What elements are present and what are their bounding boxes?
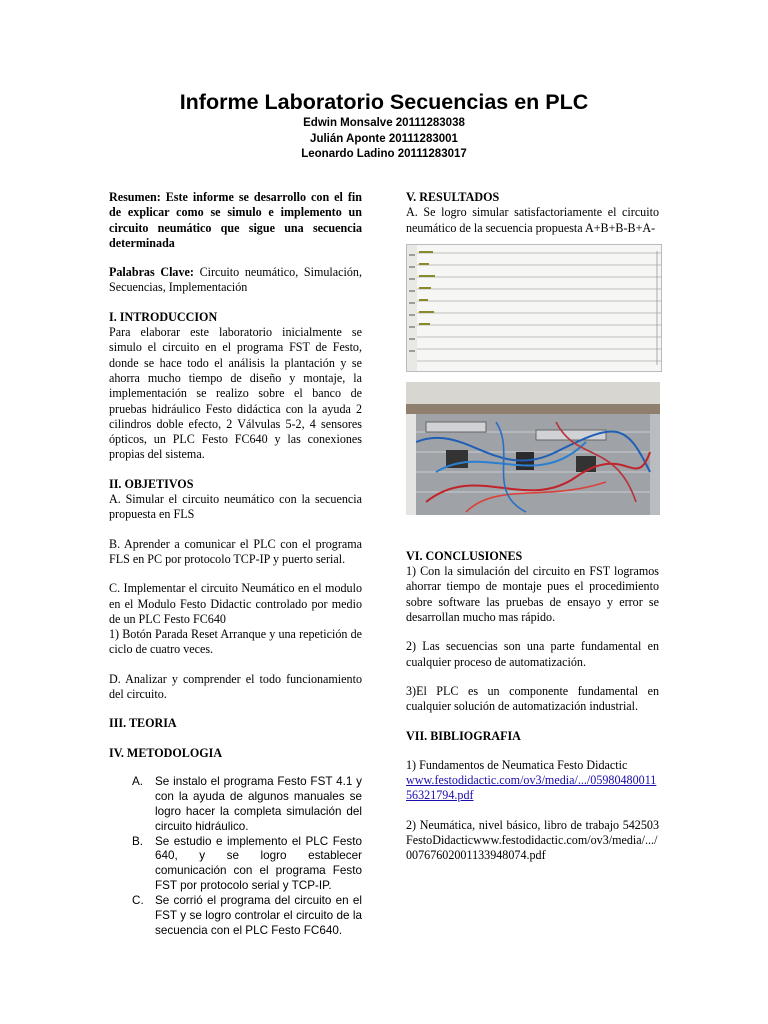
author-list (0, 116, 768, 163)
item-text: Se corrió el programa del circuito en el FST y se logro controlar el circuito de la secuencia con el PLC Festo FC640. (155, 894, 362, 937)
bibliography-1-text: 1) Fundamentos de Neumatica Festo Didactic (406, 757, 628, 772)
lab-bench-photo (406, 382, 660, 515)
methodology-heading: IV. METODOLOGIA (109, 745, 223, 760)
abstract: Resumen: Este informe se desarrollo con el fin de explicar como se simulo e implemento un circuito neumático que sigue una secuencia determinada (109, 190, 362, 250)
keywords-text: Circuito neumático, Simulación, Secuencias, Implementación (109, 265, 362, 295)
results-heading: V. RESULTADOS (406, 190, 500, 204)
keywords-label: Palabras Clave: (109, 265, 194, 280)
methodology-item (109, 835, 362, 895)
conclusion-1: 1) Con la simulación del circuito en FST logramos ahorrar tiempo de montaje pues el procedimiento sobre software las pruebas de ensayo y error se desarrollan mucho mas rápido. (406, 564, 659, 625)
item-marker: A. (132, 774, 144, 788)
bibliography-1 (406, 758, 659, 804)
item-text: Se instalo el programa Festo FST 4.1 y con la ayuda de algunos manuales se logro hacer la completa simulación del circuito hidráulico. (155, 774, 362, 833)
results-text: A. Se logro simular satisfactoriamente el circuito neumático de la secuencia propuesta A+B+B-B+A- (406, 205, 659, 235)
methodology-list (109, 775, 362, 939)
author-3: Leonardo Ladino 20111283017 (301, 148, 467, 160)
right-column (406, 190, 659, 864)
bibliography-heading: VII. BIBLIOGRAFIA (406, 728, 521, 743)
conclusion-2: 2) Las secuencias son una parte fundamental en cualquier proceso de automatización. (406, 639, 659, 669)
author-2: Julián Aponte 20111283001 (310, 132, 458, 145)
simulation-diagram-figure (406, 244, 662, 372)
paper-title: Informe Laboratorio Secuencias en PLC (179, 90, 589, 114)
timing-diagram-image (407, 245, 661, 371)
bibliography-1-link[interactable]: www.festodidactic.com/ov3/media/.../0598048001156321794.pdf (406, 773, 657, 803)
plc-bench-photo-image (406, 382, 660, 515)
objectives-heading: II. OBJETIVOS (109, 476, 194, 491)
objective-c-1: 1) Botón Parada Reset Arranque y una repetición de ciclo de cuatro veces. (109, 627, 362, 657)
objective-a: A. Simular el circuito neumático con la secuencia propuesta en FLS (109, 492, 362, 522)
objective-b: B. Aprender a comunicar el PLC con el programa FLS en PC por protocolo TCP-IP y puerto serial. (109, 536, 362, 566)
left-column (109, 190, 362, 939)
intro-heading: I. INTRODUCCION (109, 309, 218, 324)
keywords (109, 265, 362, 296)
item-marker: C. (132, 894, 144, 908)
item-marker: B. (132, 834, 144, 848)
methodology-item (109, 775, 362, 835)
objective-c: C. Implementar el circuito Neumático en el modulo en el Modulo Festo Didactic controlado por medio de un PLC Festo FC640 (109, 581, 362, 626)
bibliography-2: 2) Neumática, nivel básico, libro de trabajo 542503FestoDidacticwww.festodidactic.com/ov3/media/.../00767602001133948074.pdf (406, 817, 659, 863)
item-text: Se estudio e implemento el PLC Festo 640, y se logro establecer comunicación con el programa Festo FST por protocolo serial y TCP-IP. (155, 834, 362, 893)
theory-heading: III. TEORIA (109, 716, 177, 731)
methodology-item (109, 894, 362, 939)
intro-text: Para elaborar este laboratorio inicialmente se simulo el circuito en el programa FST de Festo, donde se hace todo el análisis la plantación y se ahorra mucho tiempo de diseño y montaje, la implementación se realizo sobre el banco de pruebas hidráulico Festo didáctica con la ayuda 2 cilindros doble efecto, 2 Válvulas 5-2, 4 sensores ópticos, un PLC Festo FC640 y las conexiones propias del sistema. (109, 325, 362, 462)
conclusions-heading: VI. CONCLUSIONES (406, 548, 523, 563)
author-1: Edwin Monsalve 20111283038 (303, 117, 465, 129)
conclusion-3: 3)El PLC es un componente fundamental en cualquier solución de automatización industrial. (406, 683, 659, 714)
objective-d: D. Analizar y comprender el todo funcionamiento del circuito. (109, 671, 362, 702)
